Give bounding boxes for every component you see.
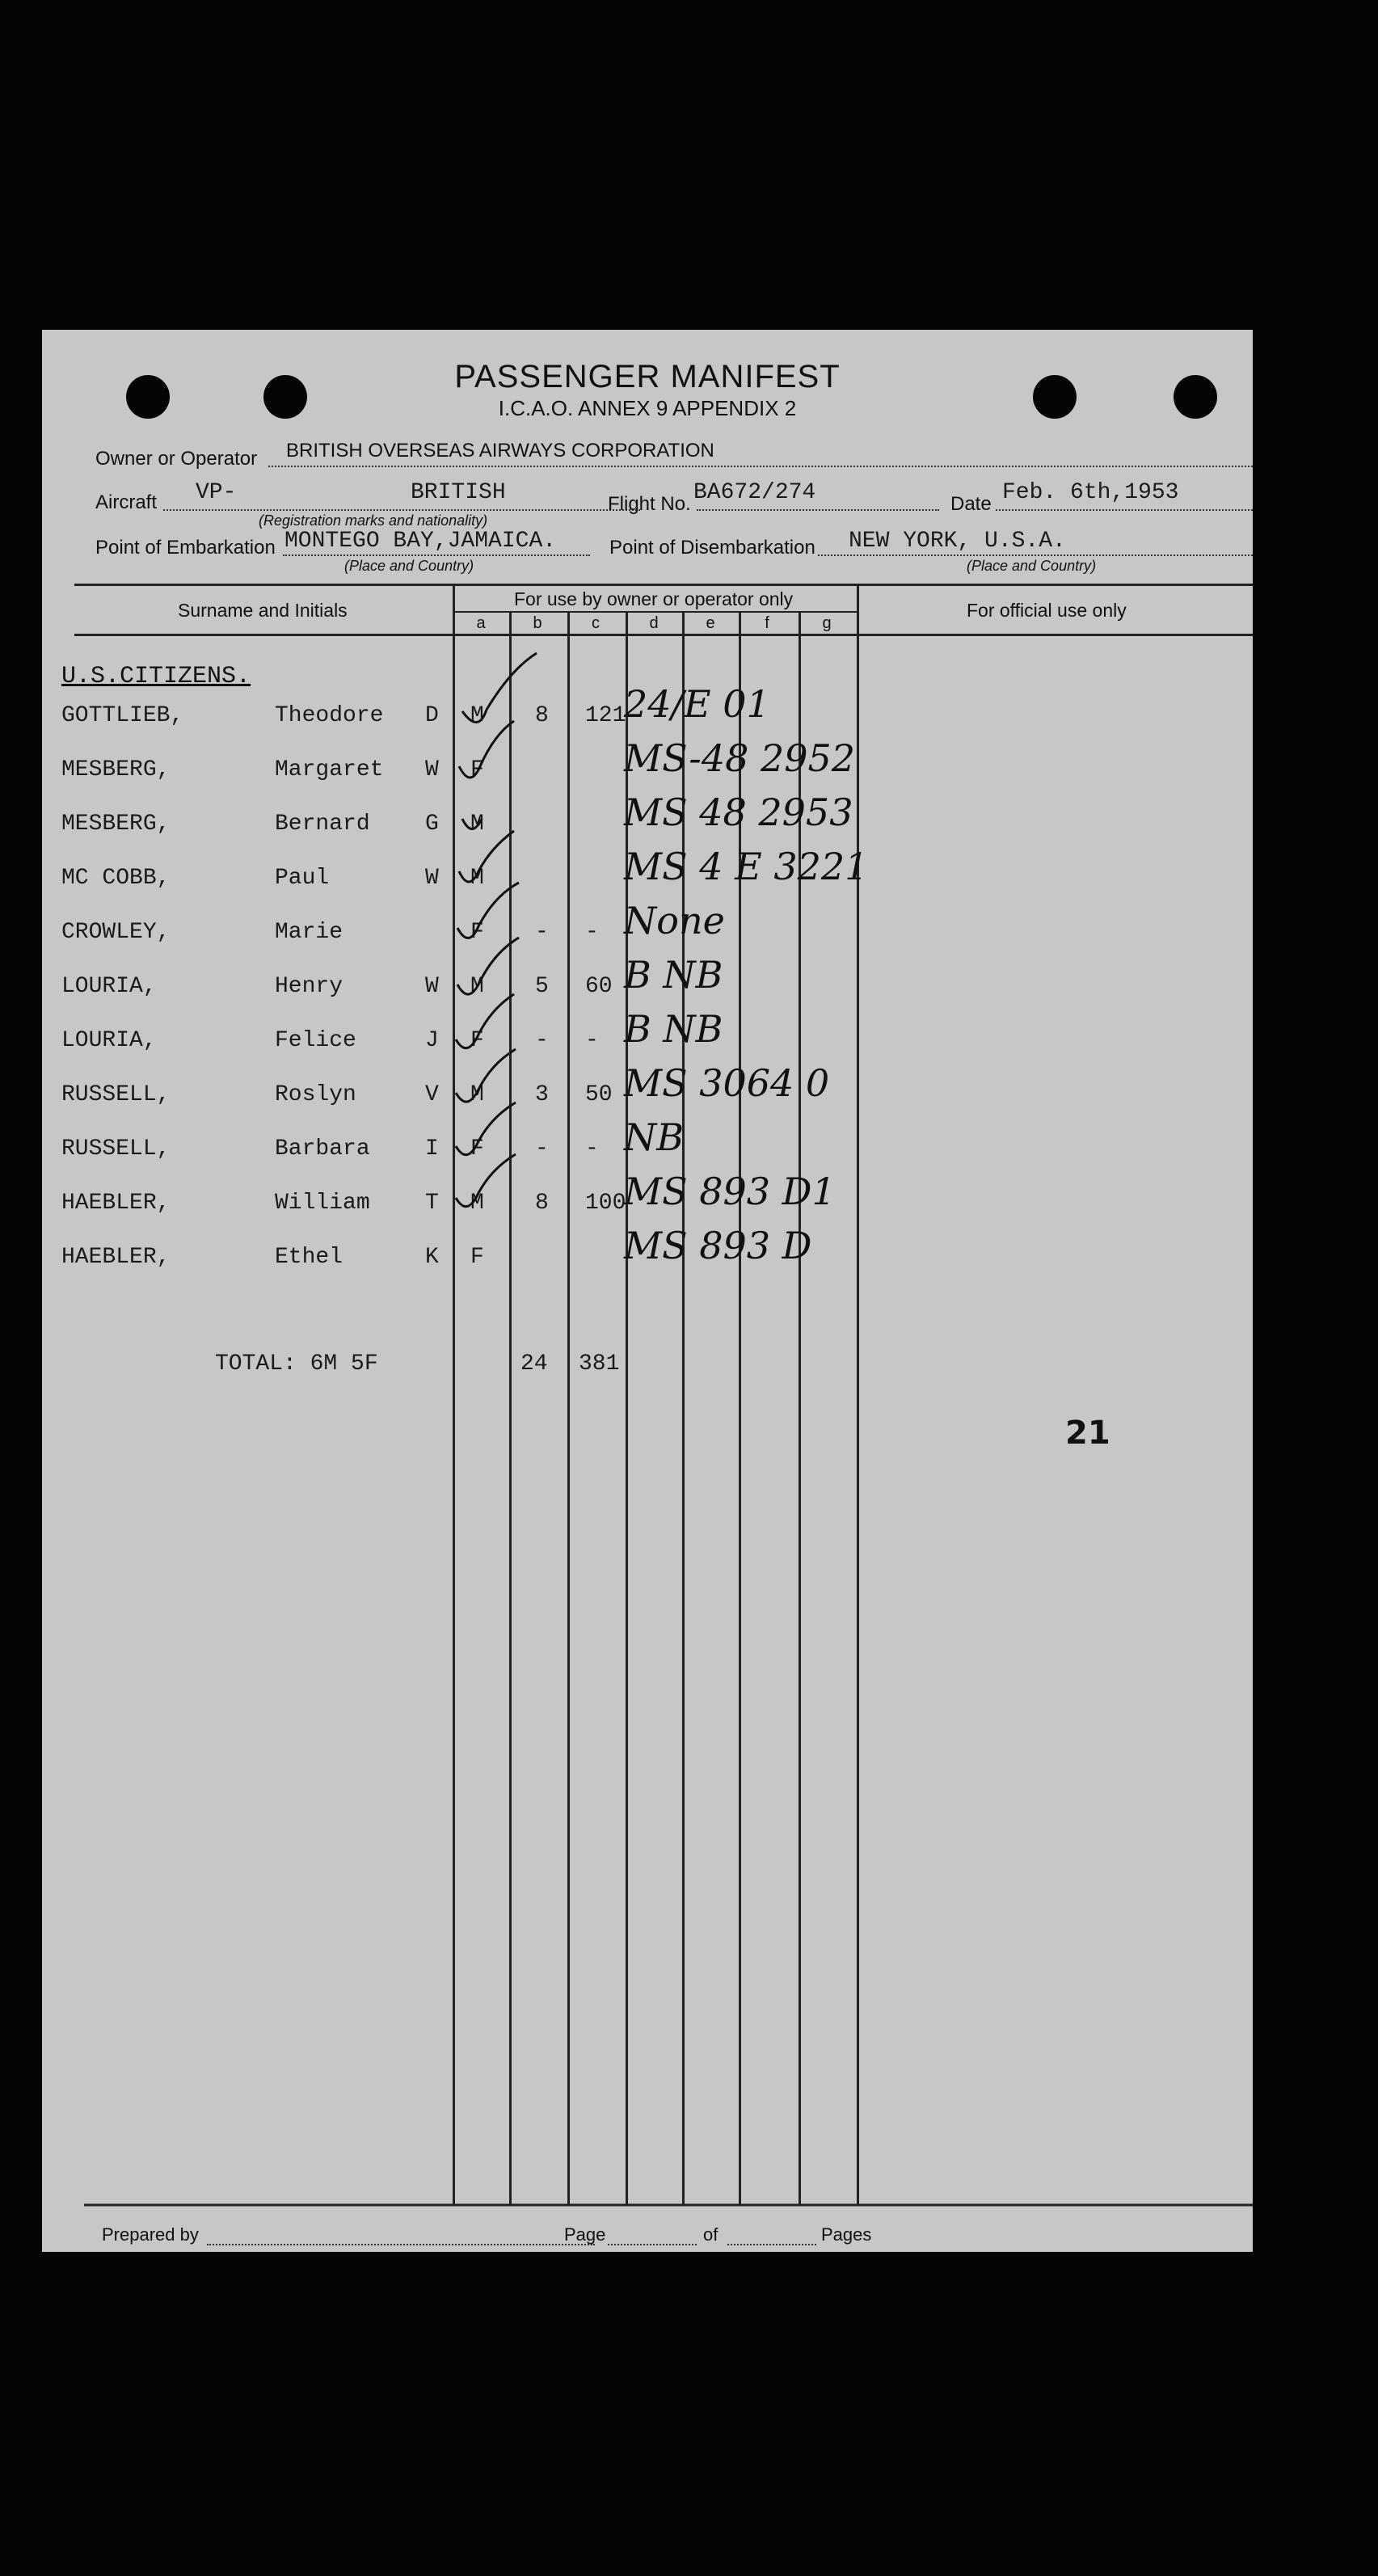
- owner-value: BRITISH OVERSEAS AIRWAYS CORPORATION: [286, 440, 714, 462]
- passenger-sex: F: [470, 1245, 484, 1270]
- disembark-label: Point of Disembarkation: [609, 537, 815, 559]
- subcol-header-c: c: [592, 614, 600, 632]
- passenger-initial: I: [425, 1136, 439, 1162]
- passenger-col-c: 100: [585, 1191, 626, 1216]
- passenger-sex: M: [470, 974, 484, 999]
- passenger-surname: RUSSELL,: [61, 1082, 171, 1107]
- handwritten-annotation: MS-48 2952: [624, 736, 856, 780]
- aircraft-note: (Registration marks and nationality): [259, 512, 488, 529]
- prepared-line: [207, 2244, 595, 2245]
- of-label: of: [703, 2224, 718, 2245]
- passenger-given-name: Barbara: [275, 1136, 370, 1162]
- passenger-initial: D: [425, 703, 439, 728]
- handwritten-annotation: MS 893 D1: [624, 1170, 836, 1213]
- subcol-header-e: e: [706, 614, 715, 632]
- passenger-sex: F: [470, 1028, 484, 1053]
- section-heading: U.S.CITIZENS.: [61, 663, 251, 690]
- passenger-col-b: -: [535, 920, 549, 945]
- page-label: Page: [564, 2224, 606, 2245]
- passenger-surname: LOURIA,: [61, 1028, 157, 1053]
- total-c: 381: [579, 1351, 620, 1377]
- total-label: TOTAL: 6M 5F: [215, 1351, 378, 1377]
- passenger-col-b: 5: [535, 974, 549, 999]
- page-number: 21: [1065, 1414, 1110, 1452]
- passenger-surname: MESBERG,: [61, 757, 171, 782]
- handwritten-annotation: B NB: [624, 953, 723, 997]
- embark-label: Point of Embarkation: [95, 537, 276, 559]
- operator-header: For use by owner or operator only: [514, 588, 794, 609]
- passenger-col-c: -: [585, 1028, 599, 1053]
- subcol-header-f: f: [765, 614, 769, 632]
- passenger-col-b: 3: [535, 1082, 549, 1107]
- embark-note: (Place and Country): [344, 558, 474, 574]
- pages-label: Pages: [821, 2224, 872, 2245]
- disembark-note: (Place and Country): [967, 558, 1097, 574]
- passenger-surname: HAEBLER,: [61, 1191, 171, 1216]
- passenger-given-name: Felice: [275, 1028, 356, 1053]
- passenger-given-name: Paul: [275, 866, 330, 891]
- passenger-sex: F: [470, 757, 484, 782]
- passenger-sex: M: [470, 703, 484, 728]
- flight-label: Flight No.: [608, 493, 691, 515]
- prepared-label: Prepared by: [102, 2224, 199, 2245]
- handwritten-annotation: NB: [624, 1115, 685, 1159]
- official-header: For official use only: [967, 600, 1127, 621]
- surname-header: Surname and Initials: [178, 600, 348, 621]
- handwritten-annotation: None: [624, 899, 725, 942]
- owner-label: Owner or Operator: [95, 448, 258, 470]
- manifest-title: PASSENGER MANIFEST: [454, 359, 841, 394]
- passenger-initial: W: [425, 974, 439, 999]
- passenger-initial: J: [425, 1028, 439, 1053]
- passenger-given-name: William: [275, 1191, 370, 1216]
- embark-value: MONTEGO BAY,JAMAICA.: [284, 529, 557, 554]
- passenger-surname: MESBERG,: [61, 812, 171, 837]
- passenger-surname: MC COBB,: [61, 866, 171, 891]
- date-label: Date: [950, 493, 992, 515]
- handwritten-annotation: MS 3064 0: [624, 1061, 830, 1105]
- passenger-col-c: 60: [585, 974, 613, 999]
- of-line: [727, 2244, 816, 2245]
- passenger-col-c: 121: [585, 703, 626, 728]
- passenger-given-name: Margaret: [275, 757, 384, 782]
- subcol-header-d: d: [649, 614, 659, 632]
- check-marks: [42, 330, 1253, 2252]
- passenger-col-c: -: [585, 1136, 599, 1162]
- passenger-given-name: Ethel: [275, 1245, 343, 1270]
- passenger-initial: K: [425, 1245, 439, 1270]
- passenger-surname: LOURIA,: [61, 974, 157, 999]
- passenger-initial: G: [425, 812, 439, 837]
- passenger-initial: V: [425, 1082, 439, 1107]
- passenger-given-name: Roslyn: [275, 1082, 356, 1107]
- passenger-sex: M: [470, 1191, 484, 1216]
- passenger-sex: M: [470, 866, 484, 891]
- passenger-initial: W: [425, 757, 439, 782]
- handwritten-annotation: B NB: [624, 1007, 723, 1051]
- subcol-header-a: a: [476, 614, 486, 632]
- passenger-surname: HAEBLER,: [61, 1245, 171, 1270]
- passenger-surname: RUSSELL,: [61, 1136, 171, 1162]
- passenger-given-name: Bernard: [275, 812, 370, 837]
- flight-value: BA672/274: [693, 480, 816, 505]
- total-b: 24: [520, 1351, 548, 1377]
- date-value: Feb. 6th,1953: [1002, 480, 1179, 505]
- passenger-surname: CROWLEY,: [61, 920, 171, 945]
- passenger-given-name: Henry: [275, 974, 343, 999]
- passenger-col-c: 50: [585, 1082, 613, 1107]
- passenger-sex: F: [470, 1136, 484, 1162]
- passenger-col-b: 8: [535, 1191, 549, 1216]
- passenger-surname: GOTTLIEB,: [61, 703, 184, 728]
- aircraft-nationality: BRITISH: [411, 480, 506, 505]
- subcol-header-b: b: [533, 614, 542, 632]
- handwritten-annotation: 24/E 01: [624, 682, 770, 726]
- aircraft-label: Aircraft: [95, 491, 158, 513]
- subcol-header-g: g: [822, 614, 832, 632]
- passenger-initial: T: [425, 1191, 439, 1216]
- passenger-col-b: -: [535, 1028, 549, 1053]
- handwritten-annotation: MS 48 2953: [624, 791, 853, 834]
- manifest-subtitle: I.C.A.O. ANNEX 9 APPENDIX 2: [498, 396, 797, 420]
- passenger-col-b: -: [535, 1136, 549, 1162]
- passenger-sex: F: [470, 920, 484, 945]
- page-line: [608, 2244, 697, 2245]
- disembark-value: NEW YORK, U.S.A.: [849, 529, 1066, 554]
- passenger-given-name: Marie: [275, 920, 343, 945]
- aircraft-reg: VP-: [196, 480, 237, 505]
- passenger-initial: W: [425, 866, 439, 891]
- passenger-sex: M: [470, 812, 484, 837]
- handwritten-annotation: MS 893 D: [624, 1224, 812, 1267]
- manifest-sheet: [42, 330, 1253, 2252]
- passenger-sex: M: [470, 1082, 484, 1107]
- passenger-col-b: 8: [535, 703, 549, 728]
- passenger-given-name: Theodore: [275, 703, 384, 728]
- passenger-col-c: -: [585, 920, 599, 945]
- handwritten-annotation: MS 4 E 3221: [624, 845, 869, 888]
